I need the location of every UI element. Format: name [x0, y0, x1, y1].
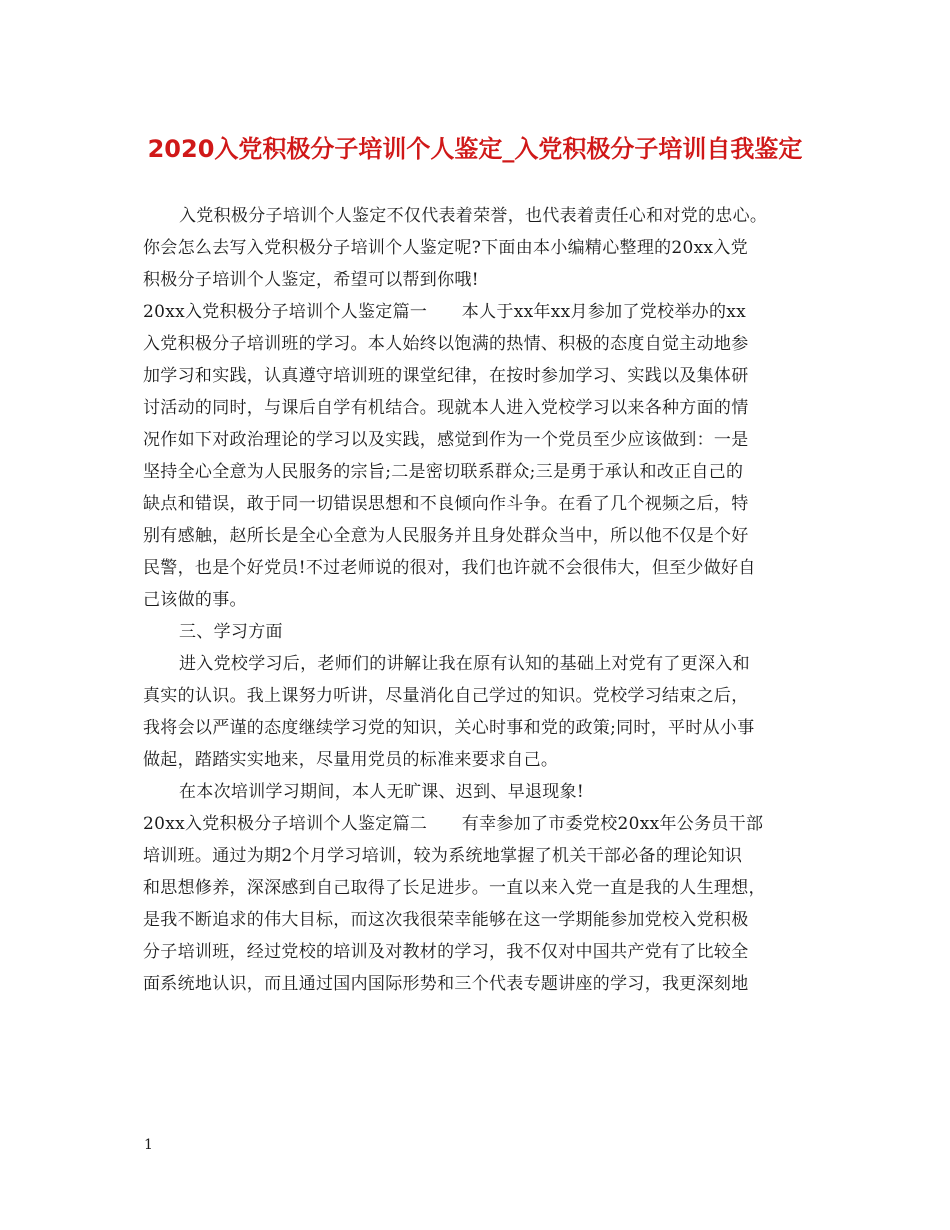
paragraph-line: 别有感触，赵所长是全心全意为人民服务并且身处群众当中，所以他不仅是个好 — [143, 526, 749, 546]
paragraph-line: 讨活动的同时，与课后自学有机结合。现就本人进入党校学习以来各种方面的情 — [143, 398, 749, 418]
paragraph-line: 进入党校学习后，老师们的讲解让我在原有认知的基础上对党有了更深入和 — [179, 654, 750, 674]
paragraph-line: 做起，踏踏实实地来，尽量用党员的标准来要求自己。 — [143, 750, 559, 770]
paragraph-line: 积极分子培训个人鉴定，希望可以帮到你哦! — [143, 270, 479, 290]
paragraph-line: 和思想修养，深深感到自己取得了长足进步。一直以来入党一直是我的人生理想， — [143, 878, 766, 898]
paragraph-line: 你会怎么去写入党积极分子培训个人鉴定呢?下面由本小编精心整理的20xx入党 — [143, 238, 749, 258]
subsection-heading: 三、学习方面 — [179, 622, 283, 642]
paragraph-line: 在本次培训学习期间，本人无旷课、迟到、早退现象! — [179, 782, 585, 802]
paragraph-line: 培训班。通过为期2个月学习培训，较为系统地掌握了机关干部必备的理论知识 — [143, 846, 743, 866]
paragraph-line: 入党积极分子培训班的学习。本人始终以饱满的热情、积极的态度自觉主动地参 — [143, 334, 749, 354]
paragraph-line: 分子培训班，经过党校的培训及对教材的学习，我不仅对中国共产党有了比较全 — [143, 942, 749, 962]
paragraph-line: 缺点和错误，敢于同一切错误思想和不良倾向作斗争。在看了几个视频之后，特 — [143, 494, 749, 514]
document-body — [143, 200, 815, 1000]
paragraph-line: 加学习和实践，认真遵守培训班的课堂纪律，在按时参加学习、实践以及集体研 — [143, 366, 749, 386]
paragraph-line: 面系统地认识，而且通过国内国际形势和三个代表专题讲座的学习，我更深刻地 — [143, 974, 749, 994]
section-heading-line: 20xx入党积极分子培训个人鉴定篇一 本人于xx年xx月参加了党校举办的xx — [143, 302, 747, 322]
paragraph-line: 是我不断追求的伟大目标，而这次我很荣幸能够在这一学期能参加党校入党积极 — [143, 910, 749, 930]
document-title: 2020入党积极分子培训个人鉴定_入党积极分子培训自我鉴定 — [147, 135, 803, 163]
paragraph-line: 真实的认识。我上课努力听讲，尽量消化自己学过的知识。党校学习结束之后， — [143, 686, 749, 706]
paragraph-line: 坚持全心全意为人民服务的宗旨;二是密切联系群众;三是勇于承认和改正自己的 — [143, 462, 744, 482]
paragraph-line: 我将会以严谨的态度继续学习党的知识，关心时事和党的政策;同时，平时从小事 — [143, 718, 755, 738]
paragraph-line: 入党积极分子培训个人鉴定不仅代表着荣誉，也代表着责任心和对党的忠心。 — [179, 206, 768, 226]
paragraph-line: 己该做的事。 — [143, 590, 247, 610]
section-heading-line: 20xx入党积极分子培训个人鉴定篇二 有幸参加了市委党校20xx年公务员干部 — [143, 814, 764, 834]
page-number: 1 — [144, 1137, 153, 1153]
paragraph-line: 况作如下对政治理论的学习以及实践，感觉到作为一个党员至少应该做到：一是 — [143, 430, 749, 450]
paragraph-line: 民警，也是个好党员!不过老师说的很对，我们也许就不会很伟大，但至少做好自 — [143, 558, 756, 578]
